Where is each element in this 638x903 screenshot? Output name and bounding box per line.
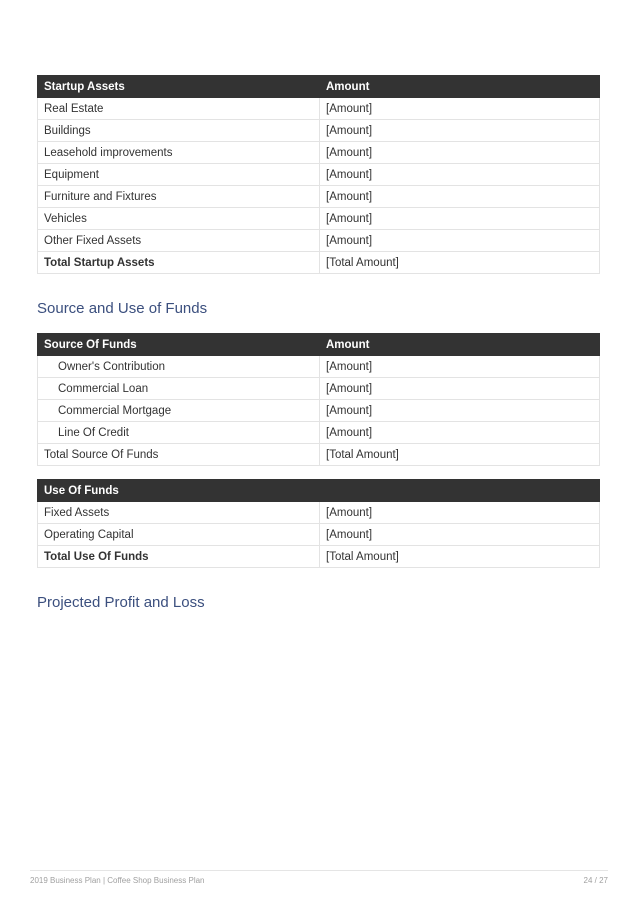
row-label: Commercial Loan	[38, 378, 320, 400]
row-amount: [Amount]	[320, 356, 600, 378]
startup-assets-table	[37, 75, 600, 274]
row-amount: [Amount]	[320, 208, 600, 230]
total-label: Total Use Of Funds	[38, 546, 320, 568]
total-row	[38, 546, 600, 568]
row-amount: [Amount]	[320, 230, 600, 252]
row-amount: [Amount]	[320, 142, 600, 164]
table-row	[38, 142, 600, 164]
table-row	[38, 422, 600, 444]
table-header-row	[38, 334, 600, 356]
footer-title: 2019 Business Plan | Coffee Shop Business Plan	[30, 876, 205, 885]
table-header-row	[38, 480, 600, 502]
row-label: Fixed Assets	[38, 502, 320, 524]
table-row	[38, 98, 600, 120]
column-header: Startup Assets	[38, 76, 320, 98]
column-header: Source Of Funds	[38, 334, 320, 356]
source-of-funds-table	[37, 333, 600, 466]
row-label: Owner's Contribution	[38, 356, 320, 378]
row-amount: [Amount]	[320, 524, 600, 546]
row-amount: [Amount]	[320, 98, 600, 120]
row-label: Furniture and Fixtures	[38, 186, 320, 208]
total-amount: [Total Amount]	[320, 546, 600, 568]
column-header: Amount	[320, 334, 600, 356]
row-label: Other Fixed Assets	[38, 230, 320, 252]
total-amount: [Total Amount]	[320, 252, 600, 274]
total-row	[38, 252, 600, 274]
row-label: Vehicles	[38, 208, 320, 230]
row-label: Leasehold improvements	[38, 142, 320, 164]
row-label: Line Of Credit	[38, 422, 320, 444]
row-amount: [Amount]	[320, 422, 600, 444]
row-label: Commercial Mortgage	[38, 400, 320, 422]
row-amount: [Amount]	[320, 502, 600, 524]
table-row	[38, 378, 600, 400]
section-heading-profit-loss: Projected Profit and Loss	[37, 594, 205, 611]
total-amount: [Total Amount]	[320, 444, 600, 466]
table-header-row	[38, 76, 600, 98]
use-of-funds-table	[37, 479, 600, 568]
total-label: Total Startup Assets	[38, 252, 320, 274]
row-amount: [Amount]	[320, 186, 600, 208]
table-row	[38, 356, 600, 378]
table-row	[38, 524, 600, 546]
row-label: Operating Capital	[38, 524, 320, 546]
section-heading-source-use: Source and Use of Funds	[37, 300, 208, 317]
row-amount: [Amount]	[320, 378, 600, 400]
row-label: Equipment	[38, 164, 320, 186]
table-row	[38, 230, 600, 252]
column-header: Use Of Funds	[38, 480, 320, 502]
total-row	[38, 444, 600, 466]
table-row	[38, 208, 600, 230]
row-amount: [Amount]	[320, 164, 600, 186]
table-row	[38, 502, 600, 524]
table-row	[38, 400, 600, 422]
total-label: Total Source Of Funds	[38, 444, 320, 466]
row-amount: [Amount]	[320, 120, 600, 142]
page-number: 24 / 27	[583, 876, 608, 885]
footer-divider	[30, 870, 608, 871]
row-label: Buildings	[38, 120, 320, 142]
column-header	[320, 480, 600, 502]
table-row	[38, 186, 600, 208]
column-header: Amount	[320, 76, 600, 98]
table-row	[38, 120, 600, 142]
table-row	[38, 164, 600, 186]
row-label: Real Estate	[38, 98, 320, 120]
row-amount: [Amount]	[320, 400, 600, 422]
